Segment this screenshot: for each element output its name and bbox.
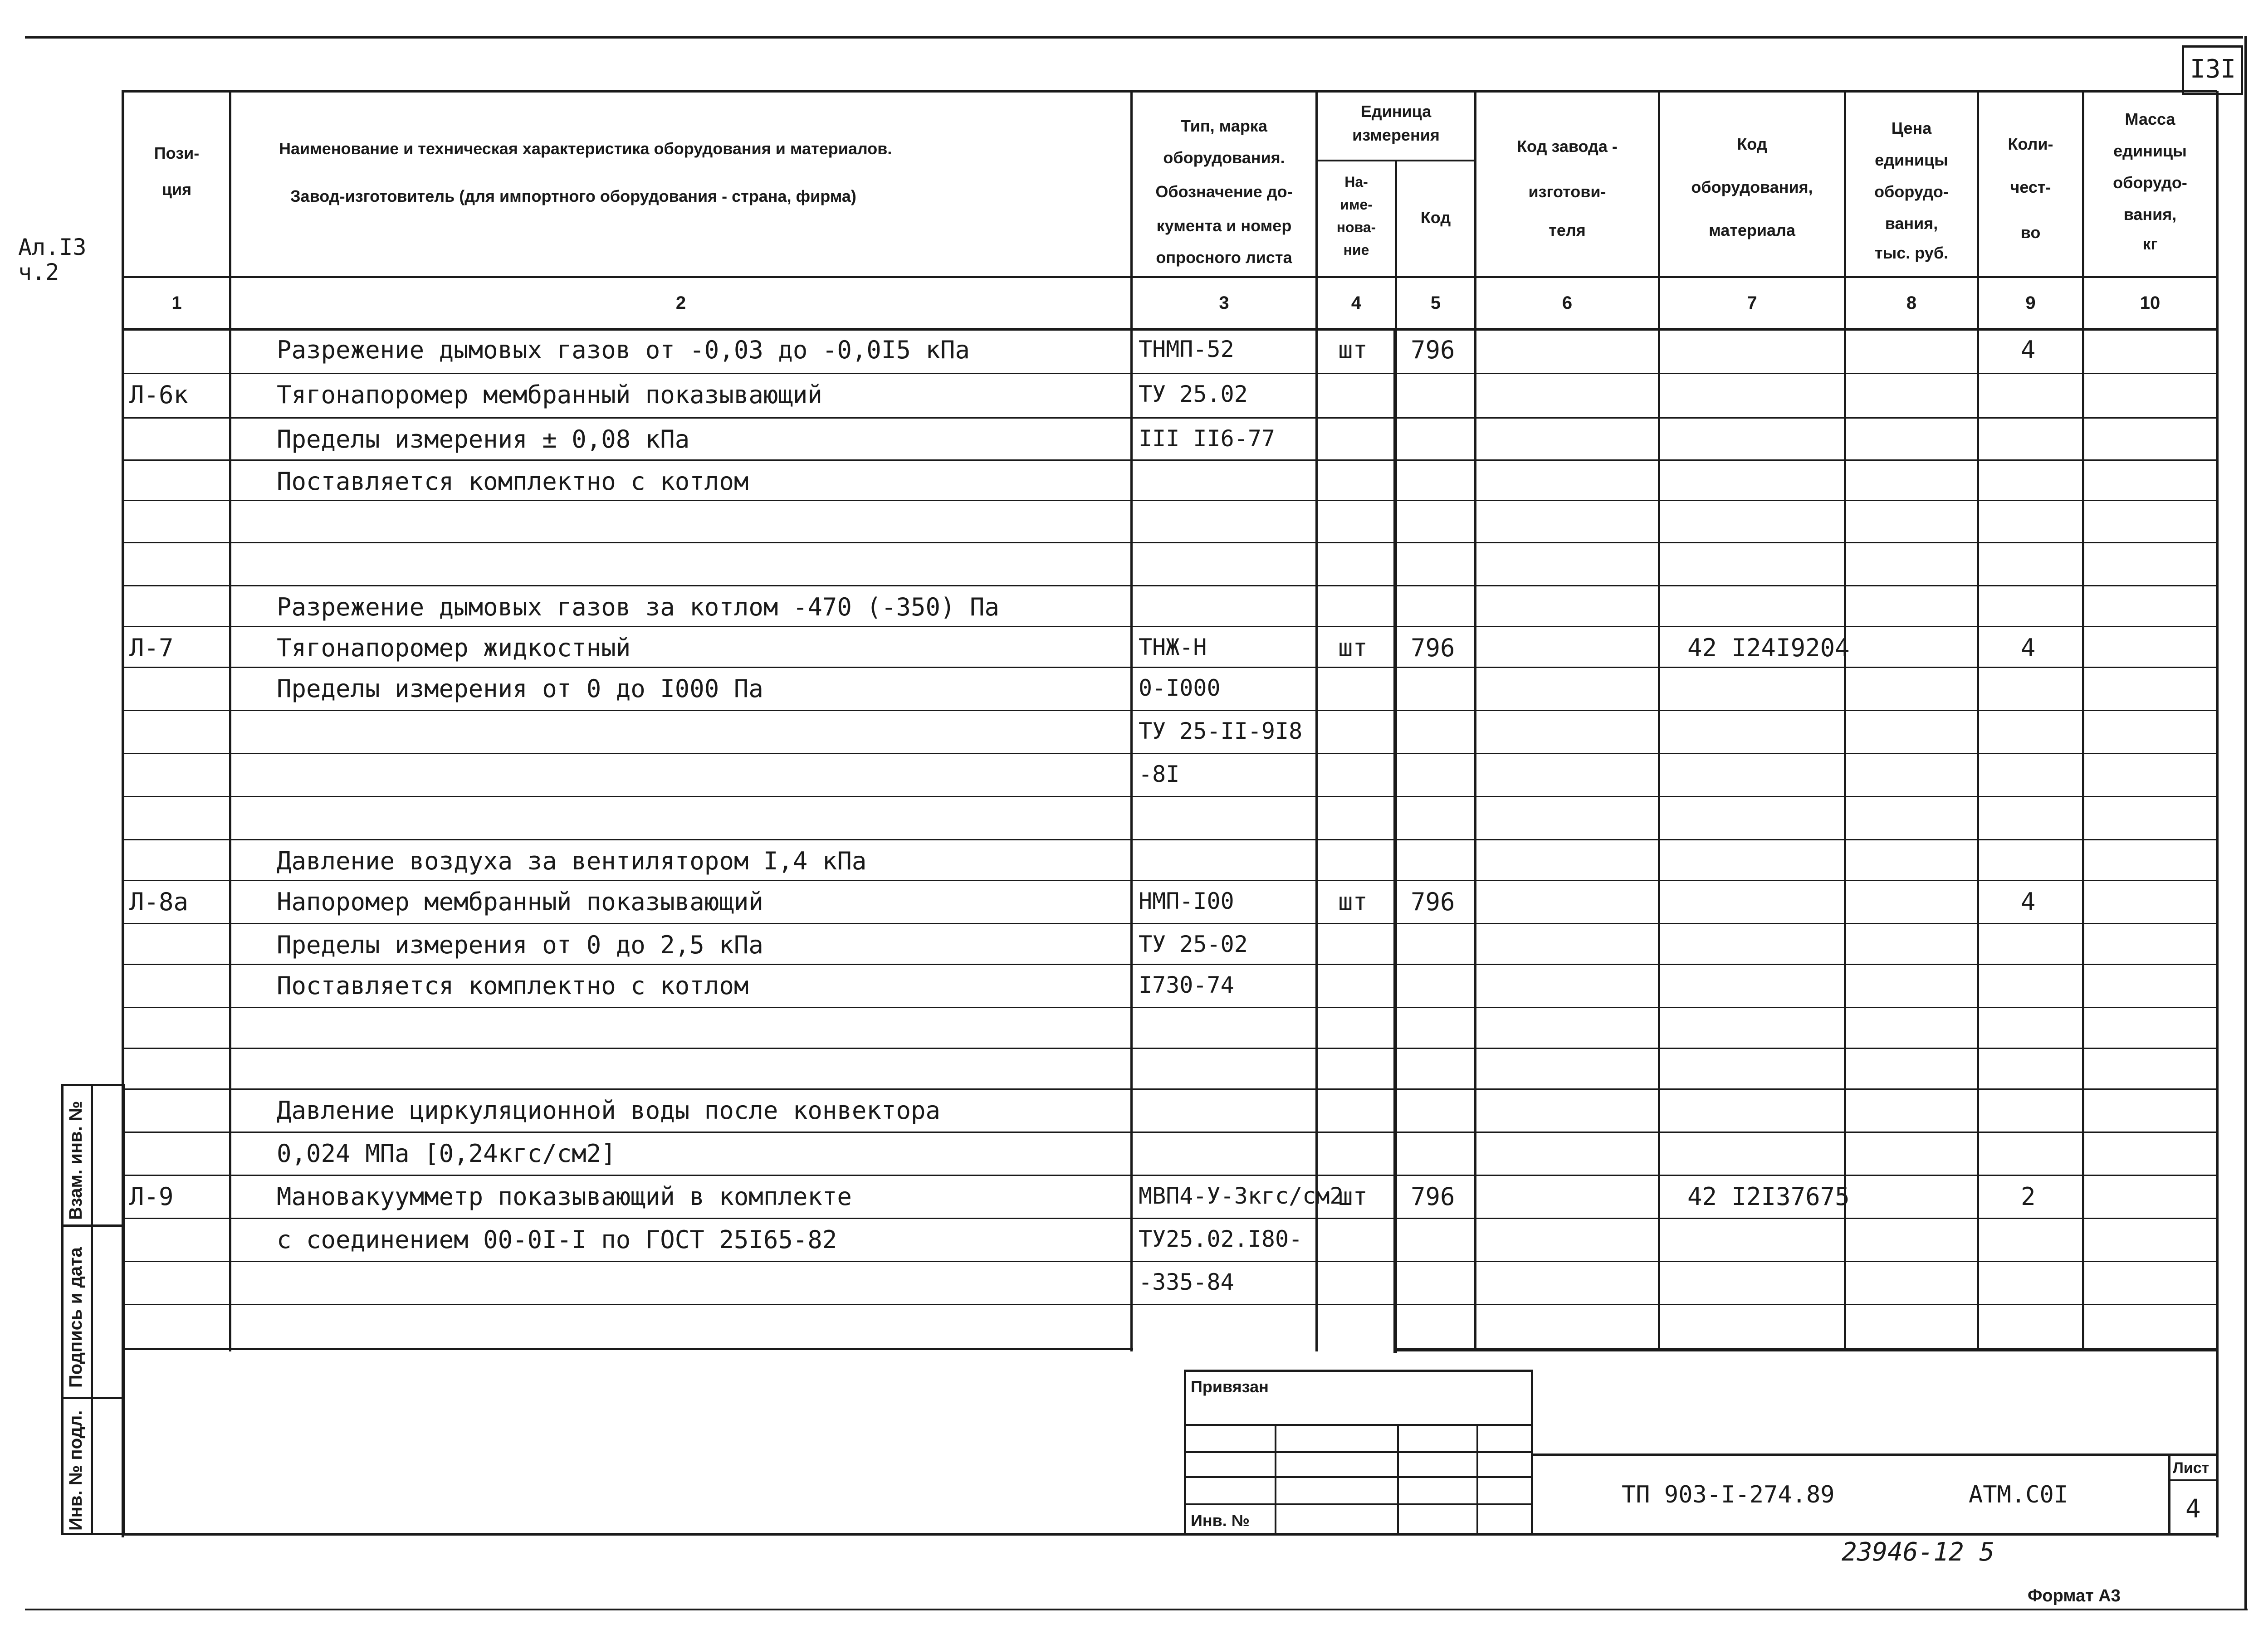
col-divider	[1844, 91, 1846, 1351]
row-divider	[122, 839, 2217, 840]
stamp-line	[1184, 1424, 1533, 1426]
row-unit: шт	[1338, 336, 1368, 364]
stamp-line	[1275, 1424, 1276, 1535]
column-number: 7	[1747, 293, 1757, 313]
side-stamp-divider	[61, 1224, 125, 1227]
row-divider	[122, 373, 2217, 374]
row-type: ТУ 25.02	[1139, 381, 1248, 407]
header-col1-line2: ция	[161, 180, 192, 199]
header-col2-line2: Завод-изготовитель (для импортного оборудования - страна, фирма)	[290, 187, 856, 205]
row-unit: шт	[1338, 634, 1368, 662]
col-divider	[1658, 91, 1660, 1351]
row-type: 0-I000	[1139, 675, 1221, 701]
row-divider	[122, 710, 2217, 711]
header-col10-line5: кг	[2142, 234, 2158, 253]
row-type: -8I	[1139, 761, 1180, 787]
side-stamp-inv-podl: Инв. № подл.	[66, 1410, 86, 1531]
side-stamp-divider	[61, 1397, 125, 1399]
margin-note-line1: Ал.I3	[18, 234, 87, 260]
row-name: Пределы измерения от 0 до 2,5 кПа	[277, 931, 763, 959]
header-col3-line3: Обозначение до-	[1155, 182, 1293, 201]
title-block-top	[1533, 1454, 2217, 1456]
side-stamp-divider	[91, 1084, 93, 1535]
header-bottom-line	[122, 276, 2217, 278]
header-col7-line3: материала	[1709, 221, 1795, 239]
col-divider	[1977, 91, 1979, 1351]
stamp-line	[1184, 1451, 1533, 1453]
sheet-label: Лист	[2173, 1459, 2209, 1477]
row-divider	[122, 667, 2217, 668]
header-col7-line1: Код	[1737, 135, 1767, 153]
row-divider	[122, 1132, 2217, 1133]
row-divider	[122, 626, 2217, 627]
row-unit: шт	[1338, 888, 1368, 916]
column-number: 1	[171, 293, 182, 313]
row-divider	[122, 542, 2217, 543]
row-divider	[122, 880, 2217, 881]
thick-divider	[1393, 328, 1397, 1353]
frame-bottom-line	[122, 1533, 2217, 1536]
row-divider	[122, 500, 2217, 501]
row-unit: шт	[1338, 1182, 1368, 1211]
corner-number: I3I	[2190, 54, 2236, 84]
row-divider	[122, 1218, 2217, 1219]
row-name: Поставляется комплектно с котлом	[277, 971, 749, 1000]
table-bottom-border	[122, 1348, 1133, 1350]
row-name: 0,024 МПа [0,24кгс/см2]	[277, 1139, 616, 1168]
row-quantity: 4	[2021, 634, 2036, 662]
row-divider	[122, 1175, 2217, 1176]
row-equipment-code: 42 I24I9204	[1687, 634, 1850, 662]
row-type: ТУ 25-02	[1139, 931, 1248, 957]
header-col3-line4: кумента и номер	[1156, 216, 1292, 235]
stamp-line	[1476, 1424, 1478, 1535]
stamp-line	[1184, 1476, 1533, 1478]
header-unit-line2: измерения	[1352, 126, 1440, 144]
header-col8-line5: тыс. руб.	[1874, 244, 1949, 262]
row-quantity: 4	[2021, 888, 2036, 916]
document-code: ТП 903-I-274.89	[1622, 1481, 1835, 1508]
header-col3-line2: оборудования.	[1163, 148, 1285, 167]
top-border-line	[25, 36, 2243, 39]
header-col9-line3: во	[2020, 223, 2041, 242]
row-quantity: 2	[2021, 1182, 2036, 1211]
header-col3-line5: опросного листа	[1156, 248, 1292, 267]
row-position: Л-9	[129, 1182, 174, 1211]
column-number: 5	[1430, 293, 1441, 313]
side-stamp-podpis: Подпись и дата	[66, 1247, 86, 1388]
row-divider	[122, 923, 2217, 924]
header-col8-line3: оборудо-	[1874, 182, 1949, 201]
row-name: Давление воздуха за вентилятором I,4 кПа	[277, 847, 867, 875]
table-right-border	[2216, 91, 2219, 1537]
row-code: 796	[1411, 336, 1455, 364]
title-block-divider	[2168, 1454, 2170, 1535]
header-col10-line3: оборудо-	[2113, 173, 2187, 192]
document-mark: АТМ.С0I	[1969, 1481, 2068, 1508]
row-name: Мановакуумметр показывающий в комплекте	[277, 1182, 852, 1211]
side-stamp-vzam: Взам. инв. №	[66, 1101, 86, 1220]
header-col1-line1: Пози-	[154, 144, 200, 162]
row-quantity: 4	[2021, 336, 2036, 364]
row-type: МВП4-У-3кгс/см2	[1139, 1183, 1344, 1209]
column-number: 8	[1906, 293, 1917, 313]
col-divider	[229, 91, 231, 1351]
column-number: 2	[675, 293, 686, 313]
row-divider	[122, 1048, 2217, 1049]
title-block-divider	[2168, 1479, 2217, 1481]
row-type: III II6-77	[1139, 425, 1276, 452]
row-divider	[122, 459, 2217, 461]
col-divider	[1130, 91, 1133, 1351]
row-name: Напоромер мембранный показывающий	[277, 888, 763, 916]
inv-no-label: Инв. №	[1191, 1511, 1250, 1530]
row-type: ТУ25.02.I80-	[1139, 1226, 1303, 1252]
row-code: 796	[1411, 1182, 1455, 1211]
row-position: Л-6к	[129, 380, 189, 409]
row-divider	[122, 1007, 2217, 1008]
row-type: I730-74	[1139, 972, 1234, 998]
row-name: с соединением 00-0I-I по ГОСТ 25I65-82	[277, 1225, 837, 1254]
header-col9-line1: Коли-	[2008, 135, 2053, 153]
row-divider	[122, 753, 2217, 754]
row-divider	[122, 1261, 2217, 1262]
stamp-line	[1184, 1503, 1533, 1505]
privyazan-label: Привязан	[1191, 1377, 1269, 1396]
col-divider	[1315, 91, 1318, 1351]
row-position: Л-7	[129, 634, 174, 662]
row-name: Тягонапоромер мембранный показывающий	[277, 380, 822, 409]
row-divider	[122, 1304, 2217, 1305]
header-col10-line4: вания,	[2123, 205, 2177, 224]
bottom-border-line	[25, 1609, 2248, 1610]
header-col8-line4: вания,	[1885, 214, 1938, 233]
header-col10-line2: единицы	[2113, 141, 2187, 160]
header-col4-line1: На-	[1344, 174, 1368, 190]
row-type: ТНЖ-Н	[1139, 634, 1207, 660]
row-name: Пределы измерения ± 0,08 кПа	[277, 425, 690, 454]
row-equipment-code: 42 I2I37675	[1687, 1182, 1850, 1211]
col-divider	[1474, 91, 1476, 1351]
header-col6-line1: Код завода -	[1517, 137, 1618, 156]
row-type: -335-84	[1139, 1269, 1234, 1295]
header-unit-line1: Единица	[1360, 102, 1432, 121]
row-type: ТНМП-52	[1139, 336, 1234, 362]
archive-number: 23946-12 5	[1842, 1537, 1995, 1567]
unit-split-line	[1315, 160, 1476, 161]
header-col8-line1: Цена	[1891, 119, 1932, 137]
row-name: Пределы измерения от 0 до I000 Па	[277, 674, 763, 703]
row-position: Л-8а	[129, 888, 189, 916]
row-divider	[122, 964, 2217, 965]
stamp-line	[1397, 1424, 1399, 1535]
header-col3-line1: Тип, марка	[1181, 117, 1267, 135]
column-number: 3	[1219, 293, 1229, 313]
table-bottom-border	[1393, 1348, 2217, 1351]
margin-note-line2: ч.2	[18, 259, 59, 285]
header-col6-line2: изготови-	[1528, 182, 1606, 201]
column-number: 6	[1562, 293, 1573, 313]
header-col9-line2: чест-	[2010, 178, 2051, 196]
format-label: Формат А3	[2028, 1586, 2121, 1605]
row-name: Тягонапоромер жидкостный	[277, 634, 631, 662]
header-col10-line1: Масса	[2125, 110, 2175, 128]
header-col8-line2: единицы	[1875, 151, 1948, 169]
column-number: 9	[2025, 293, 2036, 313]
row-name: Разрежение дымовых газов от -0,03 до -0,0I5 кПа	[277, 336, 970, 364]
row-code: 796	[1411, 634, 1455, 662]
col-divider	[2082, 91, 2084, 1351]
column-number: 4	[1351, 293, 1362, 313]
row-divider	[122, 796, 2217, 797]
row-divider	[122, 417, 2217, 419]
right-border-line	[2244, 36, 2247, 1610]
row-type: НМП-I00	[1139, 888, 1234, 914]
header-col7-line2: оборудования,	[1691, 178, 1813, 196]
sheet-number: 4	[2185, 1494, 2201, 1524]
header-col4-line2: име-	[1340, 196, 1373, 213]
column-number: 10	[2140, 293, 2160, 313]
row-name: Поставляется комплектно с котлом	[277, 467, 749, 496]
row-divider	[122, 585, 2217, 586]
row-divider	[122, 1088, 2217, 1090]
header-col4-line3: нова-	[1336, 219, 1376, 235]
row-name: Разрежение дымовых газов за котлом -470 (-350) Па	[277, 593, 1000, 621]
row-code: 796	[1411, 888, 1455, 916]
row-type: ТУ 25-II-9I8	[1139, 718, 1303, 744]
header-col4-line4: ние	[1343, 242, 1369, 258]
table-top-border	[122, 90, 2217, 93]
header-col5: Код	[1420, 208, 1451, 227]
header-col6-line3: теля	[1549, 221, 1586, 239]
row-name: Давление циркуляционной воды после конвектора	[277, 1096, 940, 1125]
numbers-bottom-line	[122, 328, 2217, 331]
header-col2-line1: Наименование и техническая характеристика оборудования и материалов.	[279, 139, 892, 158]
